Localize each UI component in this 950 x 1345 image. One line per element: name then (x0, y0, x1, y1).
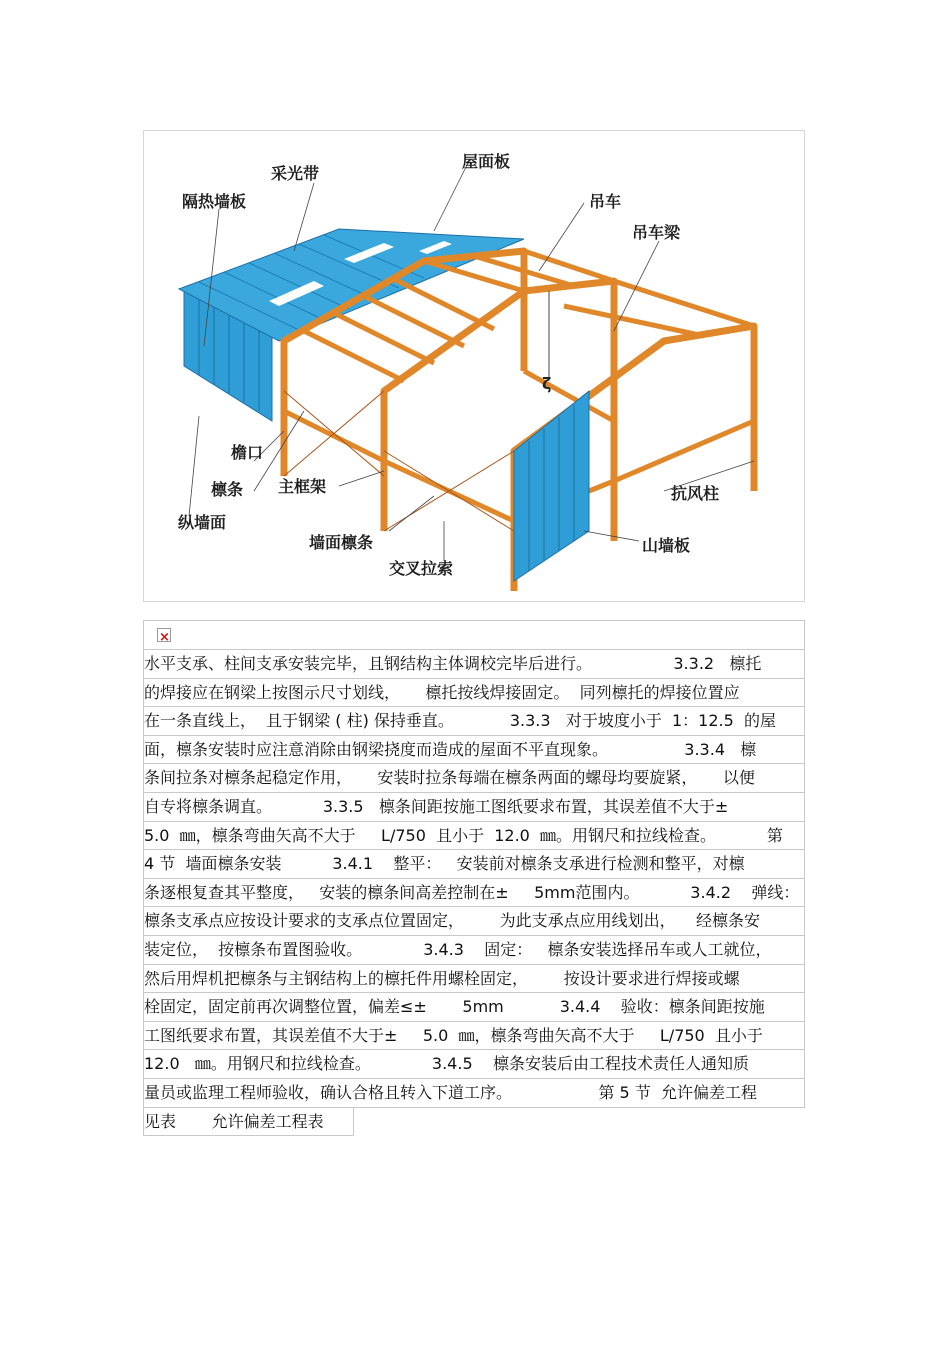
text-line: 5.0 ㎜，檩条弯曲矢高不大于 L/750 且小于 12.0 ㎜。用钢尺和拉线检查。 第 (143, 822, 805, 851)
text-line: 在一条直线上， 且于钢梁 ( 柱) 保持垂直。 3.3.3 对于坡度小于 1：12.5 的屋 (143, 707, 805, 736)
text-line: 水平支承、柱间支承安装完毕，且钢结构主体调校完毕后进行。 3.3.2 檩托 (143, 650, 805, 679)
label-wall-purlin: 墙面檩条 (309, 533, 374, 552)
cross-bracing-shapes (284, 391, 514, 531)
body-text (143, 620, 805, 1136)
text-line: 的焊接应在钢梁上按图示尺寸划线， 檩托按线焊接固定。 同列檩托的焊接位置应 (143, 679, 805, 708)
label-main-frame: 主框架 (278, 477, 327, 496)
text-line: 檩条支承点应按设计要求的支承点位置固定， 为此支承点应用线划出， 经檩条安 (143, 907, 805, 936)
text-line: 条间拉条对檩条起稳定作用， 安装时拉条每端在檩条两面的螺母均要旋紧， 以便 (143, 764, 805, 793)
text-line: 量员或监理工程师验收，确认合格且转入下道工序。 第 5 节 允许偏差工程 (143, 1079, 805, 1108)
label-roof-panel: 屋面板 (462, 152, 511, 171)
text-line: 面，檩条安装时应注意消除由钢梁挠度而造成的屋面不平直现象。 3.3.4 檩 (143, 736, 805, 765)
label-crane-beam: 吊车梁 (632, 223, 681, 242)
text-line: 见表 允许偏差工程表 (143, 1108, 354, 1137)
text-line: 装定位， 按檩条布置图验收。 3.4.3 固定： 檩条安装选择吊车或人工就位， (143, 936, 805, 965)
text-line: 自专将檩条调直。 3.3.5 檩条间距按施工图纸要求布置，其误差值不大于± (143, 793, 805, 822)
label-crane: 吊车 (589, 192, 622, 211)
text-line: 栓固定，固定前再次调整位置，偏差≤± 5mm 3.4.4 验收：檩条间距按施 (143, 993, 805, 1022)
text-line: 然后用焊机把檩条与主钢结构上的檩托件用螺栓固定， 按设计要求进行焊接或螺 (143, 965, 805, 994)
label-cross-bracing: 交叉拉索 (389, 559, 454, 578)
text-line: 工图纸要求布置，其误差值不大于± 5.0 ㎜，檩条弯曲矢高不大于 L/750 且小于 (143, 1022, 805, 1051)
label-eave: 檐口 (231, 443, 264, 462)
text-line: 4 节 墙面檩条安装 3.4.1 整平： 安装前对檩条支承进行检测和整平，对檩 (143, 850, 805, 879)
label-insulated-wall-panel: 隔热墙板 (182, 192, 247, 211)
label-longitudinal-wall: 纵墙面 (178, 513, 227, 532)
text-line: 12.0 ㎜。用钢尺和拉线检查。 3.4.5 檩条安装后由工程技术责任人通知质 (143, 1050, 805, 1079)
label-gable-panel: 山墙板 (642, 536, 691, 555)
text-line: 条逐根复查其平整度， 安装的檩条间高差控制在± 5mm范围内。 3.4.2 弹线： (143, 879, 805, 908)
crane-hook-icon: ζ (542, 374, 552, 393)
label-purlin: 檩条 (211, 480, 244, 499)
steel-structure-diagram (143, 130, 805, 602)
label-skylight: 采光带 (271, 164, 320, 183)
text-line (143, 620, 805, 650)
label-wind-column: 抗风柱 (671, 484, 720, 503)
broken-image-icon (157, 628, 171, 642)
